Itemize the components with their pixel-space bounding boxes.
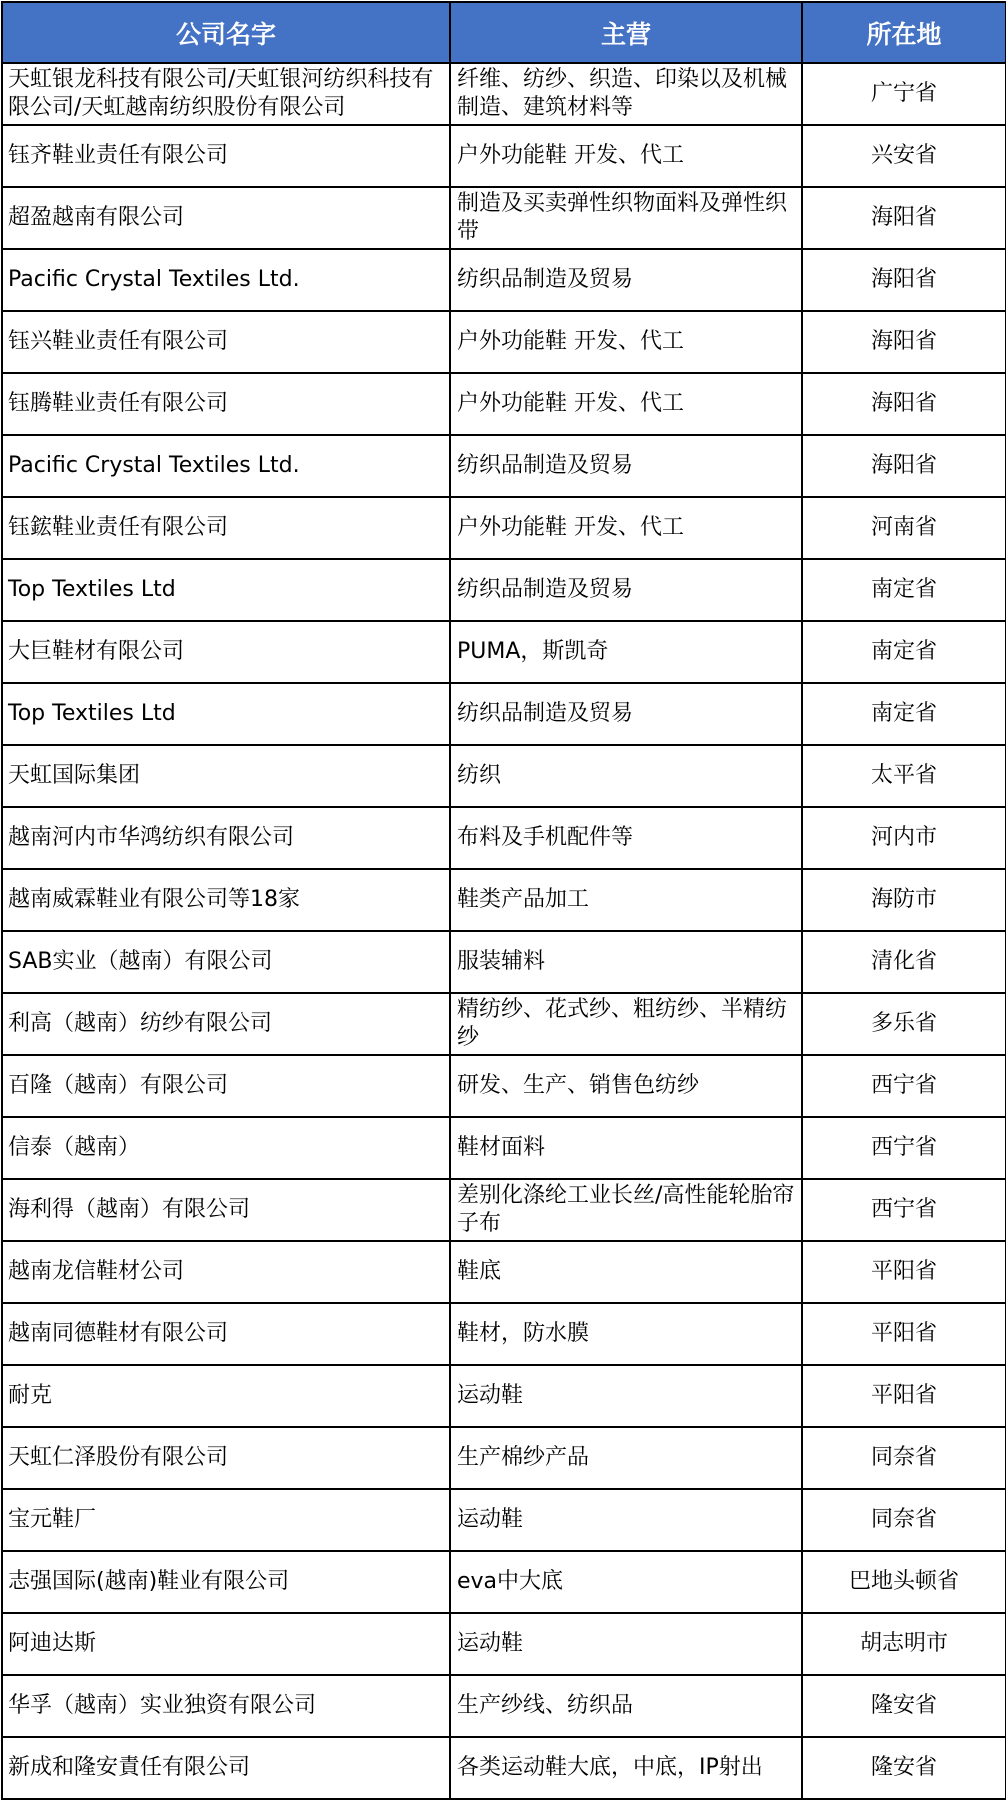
main-business-cell: 鞋类产品加工 <box>450 869 802 931</box>
location-cell: 西宁省 <box>802 1179 1006 1241</box>
table-row <box>2 807 1006 869</box>
table-row <box>2 1675 1006 1737</box>
company-name-cell: Pacific Crystal Textiles Ltd. <box>2 249 450 311</box>
main-business-cell: 户外功能鞋 开发、代工 <box>450 311 802 373</box>
location-cell: 海阳省 <box>802 435 1006 497</box>
main-business-cell: 生产棉纱产品 <box>450 1427 802 1489</box>
company-name-cell: 海利得（越南）有限公司 <box>2 1179 450 1241</box>
main-business-cell: 纺织 <box>450 745 802 807</box>
table-row <box>2 249 1006 311</box>
location-cell: 南定省 <box>802 559 1006 621</box>
table-row <box>2 125 1006 187</box>
company-name-cell: 越南同德鞋材有限公司 <box>2 1303 450 1365</box>
location-cell: 广宁省 <box>802 63 1006 125</box>
table-row <box>2 683 1006 745</box>
main-business-cell: 户外功能鞋 开发、代工 <box>450 125 802 187</box>
table-row <box>2 311 1006 373</box>
table-row <box>2 993 1006 1055</box>
main-business-cell: 运动鞋 <box>450 1365 802 1427</box>
main-business-cell: 纺织品制造及贸易 <box>450 683 802 745</box>
location-cell: 太平省 <box>802 745 1006 807</box>
location-cell: 兴安省 <box>802 125 1006 187</box>
table-row <box>2 1179 1006 1241</box>
table-row <box>2 1303 1006 1365</box>
table-row <box>2 869 1006 931</box>
header-company: 公司名字 <box>2 2 450 63</box>
table-row <box>2 1737 1006 1799</box>
main-business-cell: 运动鞋 <box>450 1613 802 1675</box>
location-cell: 海防市 <box>802 869 1006 931</box>
company-name-cell: 新成和隆安責任有限公司 <box>2 1737 450 1799</box>
main-business-cell: 鞋材面料 <box>450 1117 802 1179</box>
table-row <box>2 1055 1006 1117</box>
company-name-cell: 越南威霖鞋业有限公司等18家 <box>2 869 450 931</box>
table-row <box>2 931 1006 993</box>
table-row <box>2 63 1006 125</box>
table-row <box>2 1365 1006 1427</box>
main-business-cell: PUMA，斯凯奇 <box>450 621 802 683</box>
main-business-cell: 制造及买卖弹性织物面料及弹性织带 <box>450 187 802 249</box>
table-body <box>2 63 1006 1799</box>
main-business-cell: 户外功能鞋 开发、代工 <box>450 373 802 435</box>
table-row <box>2 1241 1006 1303</box>
location-cell: 海阳省 <box>802 373 1006 435</box>
main-business-cell: 差别化涤纶工业长丝/高性能轮胎帘子布 <box>450 1179 802 1241</box>
company-name-cell: 越南河内市华鸿纺织有限公司 <box>2 807 450 869</box>
company-name-cell: 超盈越南有限公司 <box>2 187 450 249</box>
header-row <box>2 2 1006 63</box>
table-row <box>2 621 1006 683</box>
main-business-cell: 各类运动鞋大底，中底，IP射出 <box>450 1737 802 1799</box>
location-cell: 隆安省 <box>802 1675 1006 1737</box>
main-business-cell: 纤维、纺纱、织造、印染以及机械制造、建筑材料等 <box>450 63 802 125</box>
company-name-cell: 钰齐鞋业责任有限公司 <box>2 125 450 187</box>
table-row <box>2 1427 1006 1489</box>
location-cell: 西宁省 <box>802 1117 1006 1179</box>
header-business: 主营 <box>450 2 802 63</box>
company-table <box>1 1 1006 1800</box>
location-cell: 胡志明市 <box>802 1613 1006 1675</box>
location-cell: 同奈省 <box>802 1427 1006 1489</box>
company-name-cell: 天虹国际集团 <box>2 745 450 807</box>
location-cell: 同奈省 <box>802 1489 1006 1551</box>
main-business-cell: 鞋底 <box>450 1241 802 1303</box>
table-header <box>2 2 1006 63</box>
table-row <box>2 435 1006 497</box>
location-cell: 平阳省 <box>802 1303 1006 1365</box>
company-name-cell: 钰兴鞋业责任有限公司 <box>2 311 450 373</box>
company-name-cell: Top Textiles Ltd <box>2 683 450 745</box>
company-name-cell: 越南龙信鞋材公司 <box>2 1241 450 1303</box>
company-name-cell: Top Textiles Ltd <box>2 559 450 621</box>
main-business-cell: eva中大底 <box>450 1551 802 1613</box>
company-name-cell: 天虹银龙科技有限公司/天虹银河纺织科技有限公司/天虹越南纺织股份有限公司 <box>2 63 450 125</box>
location-cell: 隆安省 <box>802 1737 1006 1799</box>
header-location: 所在地 <box>802 2 1006 63</box>
company-name-cell: 信泰（越南） <box>2 1117 450 1179</box>
table-row <box>2 745 1006 807</box>
location-cell: 河南省 <box>802 497 1006 559</box>
company-name-cell: 宝元鞋厂 <box>2 1489 450 1551</box>
company-name-cell: 华孚（越南）实业独资有限公司 <box>2 1675 450 1737</box>
location-cell: 海阳省 <box>802 187 1006 249</box>
main-business-cell: 纺织品制造及贸易 <box>450 249 802 311</box>
main-business-cell: 精纺纱、花式纱、粗纺纱、半精纺纱 <box>450 993 802 1055</box>
main-business-cell: 研发、生产、销售色纺纱 <box>450 1055 802 1117</box>
table-row <box>2 1117 1006 1179</box>
location-cell: 西宁省 <box>802 1055 1006 1117</box>
location-cell: 平阳省 <box>802 1241 1006 1303</box>
table-row <box>2 1613 1006 1675</box>
table-row <box>2 373 1006 435</box>
company-name-cell: SAB实业（越南）有限公司 <box>2 931 450 993</box>
location-cell: 河内市 <box>802 807 1006 869</box>
table-row <box>2 187 1006 249</box>
location-cell: 巴地头顿省 <box>802 1551 1006 1613</box>
location-cell: 南定省 <box>802 683 1006 745</box>
main-business-cell: 服装辅料 <box>450 931 802 993</box>
company-name-cell: 大巨鞋材有限公司 <box>2 621 450 683</box>
main-business-cell: 纺织品制造及贸易 <box>450 435 802 497</box>
table-row <box>2 1489 1006 1551</box>
company-name-cell: 钰鋐鞋业责任有限公司 <box>2 497 450 559</box>
company-name-cell: 天虹仁泽股份有限公司 <box>2 1427 450 1489</box>
company-name-cell: 利高（越南）纺纱有限公司 <box>2 993 450 1055</box>
location-cell: 平阳省 <box>802 1365 1006 1427</box>
main-business-cell: 鞋材，防水膜 <box>450 1303 802 1365</box>
table-row <box>2 559 1006 621</box>
main-business-cell: 户外功能鞋 开发、代工 <box>450 497 802 559</box>
main-business-cell: 运动鞋 <box>450 1489 802 1551</box>
location-cell: 清化省 <box>802 931 1006 993</box>
company-name-cell: 志强国际(越南)鞋业有限公司 <box>2 1551 450 1613</box>
location-cell: 多乐省 <box>802 993 1006 1055</box>
company-name-cell: 耐克 <box>2 1365 450 1427</box>
table-row <box>2 1551 1006 1613</box>
company-name-cell: 百隆（越南）有限公司 <box>2 1055 450 1117</box>
company-name-cell: 阿迪达斯 <box>2 1613 450 1675</box>
main-business-cell: 布料及手机配件等 <box>450 807 802 869</box>
main-business-cell: 纺织品制造及贸易 <box>450 559 802 621</box>
location-cell: 海阳省 <box>802 311 1006 373</box>
company-name-cell: Pacific Crystal Textiles Ltd. <box>2 435 450 497</box>
table-row <box>2 497 1006 559</box>
company-name-cell: 钰腾鞋业责任有限公司 <box>2 373 450 435</box>
main-business-cell: 生产纱线、纺织品 <box>450 1675 802 1737</box>
location-cell: 南定省 <box>802 621 1006 683</box>
location-cell: 海阳省 <box>802 249 1006 311</box>
